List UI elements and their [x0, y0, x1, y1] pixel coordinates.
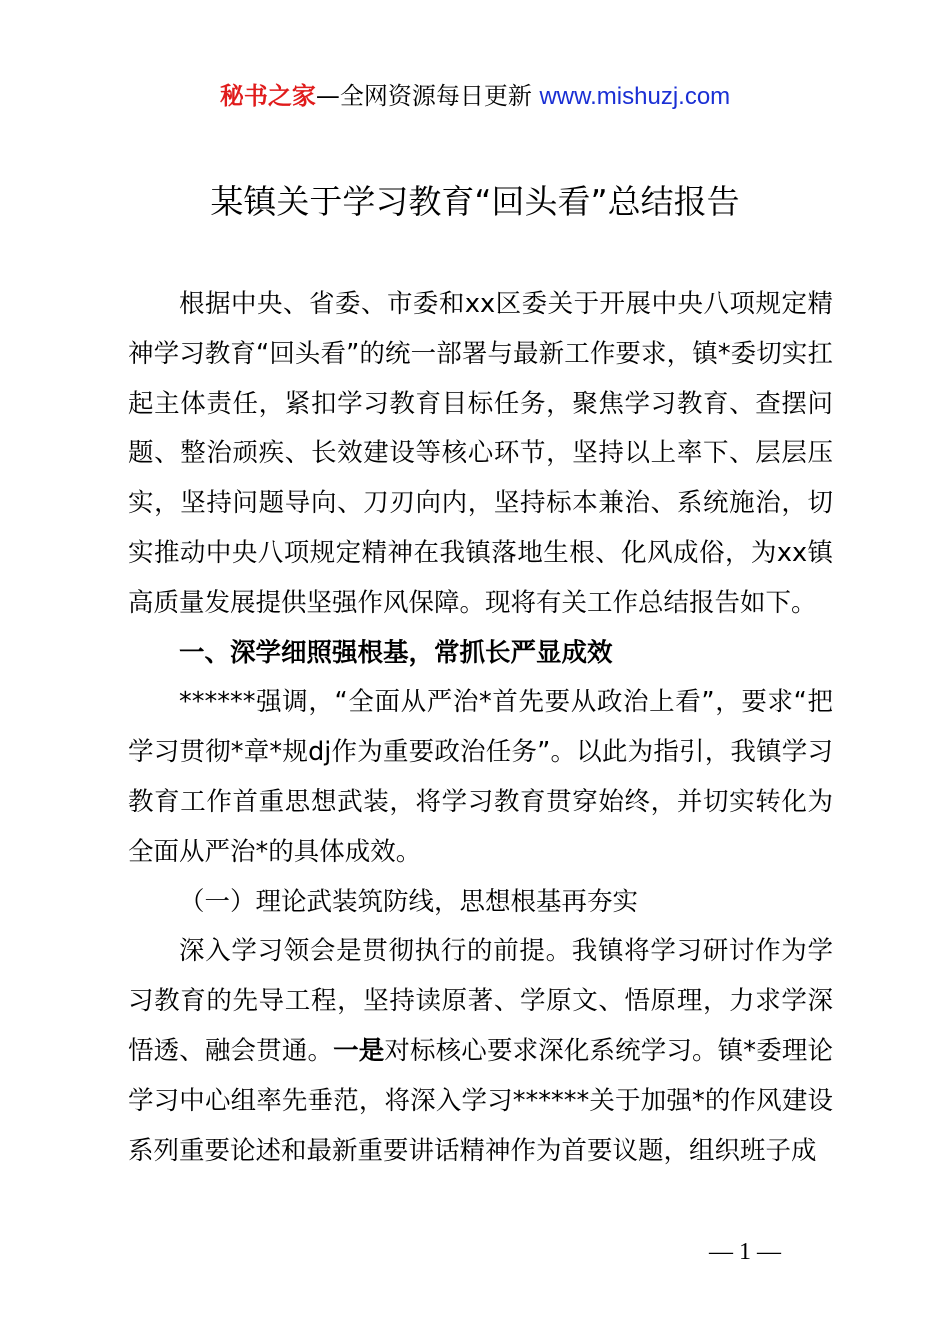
site-url-link[interactable]: www.mishuzj.com: [539, 83, 731, 110]
document-title: 某镇关于学习教育“回头看”总结报告: [210, 182, 740, 221]
page-number: — 1 —: [709, 1239, 781, 1265]
subsection-1-text-end: 对标核心要求深化系统学习。镇*委理论学习中心组率先垂范，将深入学习******关于加强*的作风建设系列重要论述和最新重要讲话精神作为首要议题，组织班子成: [128, 1035, 833, 1166]
site-header: [0, 80, 950, 113]
site-brand: 秘书之家: [219, 82, 316, 110]
section-heading-1: 一、深学细照强根基，常抓长严显成效: [179, 637, 613, 668]
subsection-1-paragraph: [128, 927, 833, 1176]
site-tagline: —全网资源每日更新: [315, 82, 540, 110]
section-1-paragraph: ******强调，“全面从严治*首先要从政治上看”，要求“把学习贯彻*章*规dj作为重要政治任务”。以此为指引，我镇学习教育工作首重思想武装，将学习教育贯穿始终，并切实转化为全面从严治*的具体成效。: [128, 687, 833, 867]
subsection-heading-1: （一）理论武装筑防线，思想根基再夯实: [179, 886, 639, 917]
point-marker-one: 一是: [333, 1035, 385, 1066]
subsection-1-text-start: 深入学习领会是贯彻执行的前提。我镇将学习研讨作为学习教育的先导工程，坚持读原著、学原文、悟原理，力求学深悟透、融会贯通。: [128, 936, 833, 1066]
document-body: [128, 280, 833, 1176]
intro-paragraph: 根据中央、省委、市委和xx区委关于开展中央八项规定精神学习教育“回头看”的统一部署与最新工作要求，镇*委切实扛起主体责任，紧扣学习教育目标任务，聚焦学习教育、查摆问题、整治顽疾、长效建设等核心环节，坚持以上率下、层层压实，坚持问题导向、刀刃向内，坚持标本兼治、系统施治，切实推动中央八项规定精神在我镇落地生根、化风成俗，为xx镇高质量发展提供坚强作风保障。现将有关工作总结报告如下。: [128, 289, 833, 618]
